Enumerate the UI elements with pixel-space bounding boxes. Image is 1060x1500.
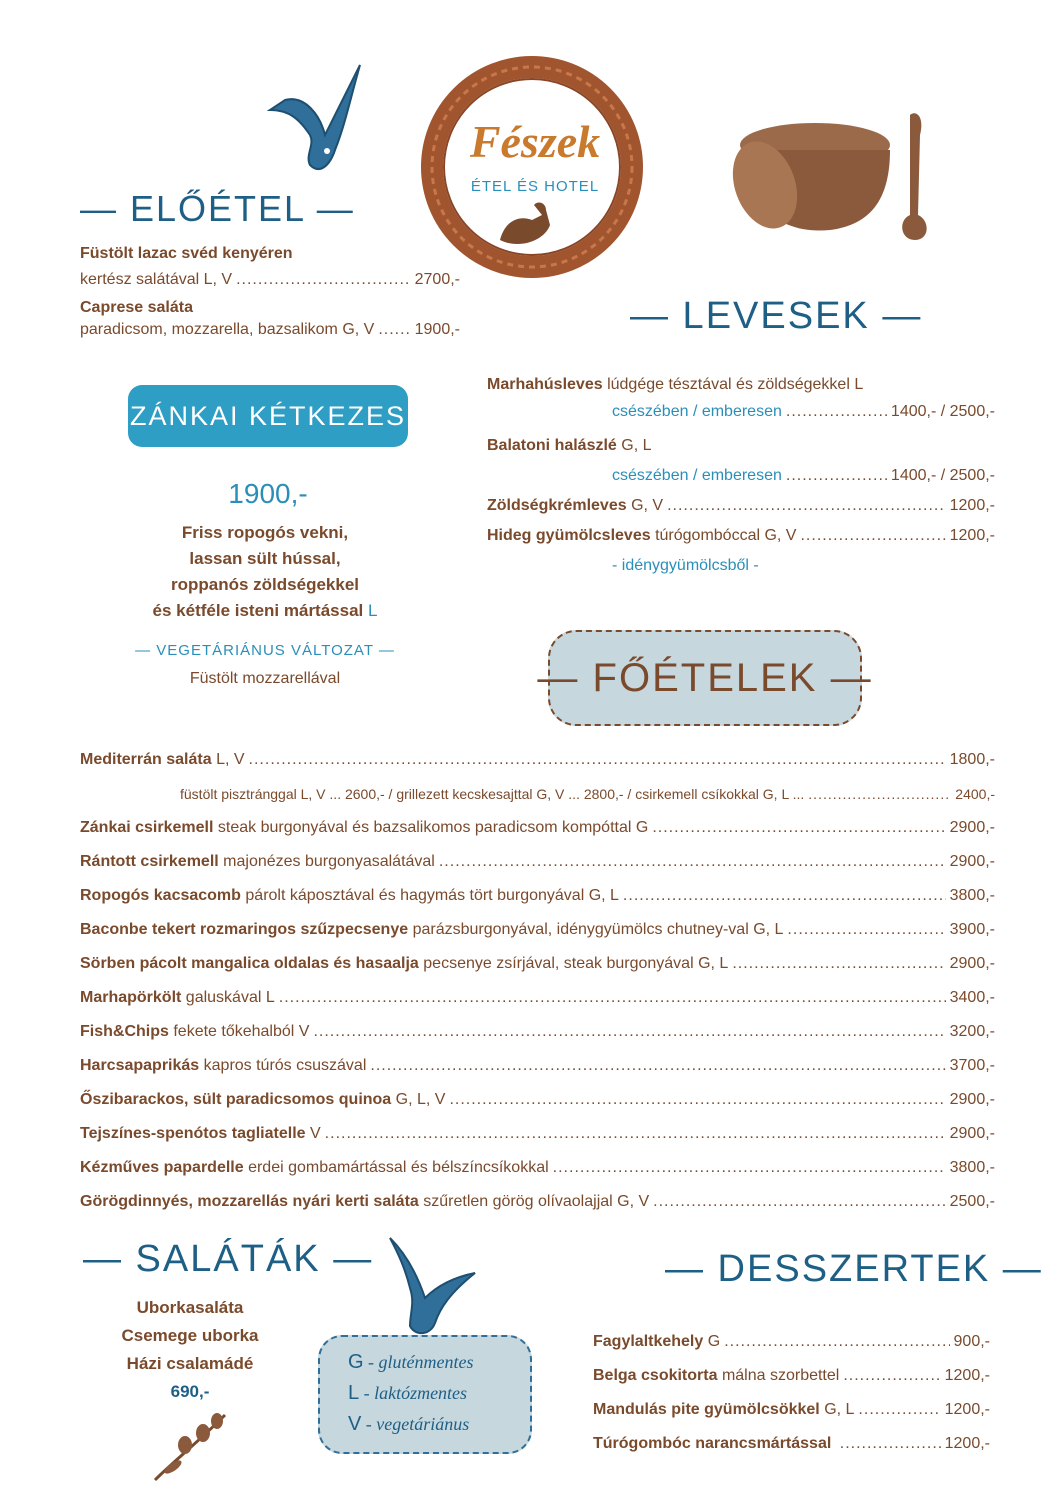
item-price: 2900,- — [949, 955, 995, 972]
item-desc: pecsenye zsírjával, steak burgonyával G, L — [423, 955, 729, 972]
logo — [420, 55, 645, 280]
legend-row — [348, 1382, 467, 1405]
menu-item — [80, 1090, 995, 1110]
item-desc: G — [707, 1333, 721, 1350]
item-desc: G, L, V — [395, 1091, 446, 1108]
menu-item — [80, 1056, 995, 1076]
item-name: Belga csokitorta — [593, 1367, 718, 1384]
item-name: Zánkai csirkemell — [80, 819, 214, 836]
soup-item — [487, 375, 863, 395]
item-name: Fish&Chips — [80, 1023, 169, 1040]
item-name: Marhapörkölt — [80, 989, 182, 1006]
swallow-icon — [265, 55, 375, 175]
olive-branch-icon — [145, 1405, 235, 1485]
legend-row — [348, 1351, 473, 1374]
item-desc: kertész salátával L, V — [80, 271, 233, 288]
item-price: 1800,- — [949, 751, 995, 768]
item-desc: túrógombóccal G, V — [655, 527, 797, 544]
legend-label: - vegetáriánus — [365, 1414, 470, 1434]
foetelek-heading: — FŐÉTELEK — — [537, 655, 873, 700]
item-name: Hideg gyümölcsleves — [487, 527, 651, 544]
item-name: Őszibarackos, sült paradicsomos quinoa — [80, 1091, 392, 1108]
item-price: 1900,- — [414, 321, 460, 338]
item-price: 2400,- — [955, 786, 995, 802]
legend-key: V — [348, 1413, 362, 1435]
item-desc: L, V — [216, 751, 245, 768]
menu-item — [80, 954, 995, 974]
menu-item — [80, 920, 995, 940]
foetelek-plaque — [537, 630, 873, 726]
dessert-item — [593, 1400, 990, 1420]
item-name: Harcsapaprikás — [80, 1057, 200, 1074]
menu-item — [80, 852, 995, 872]
desszertek-heading: — DESSZERTEK — — [665, 1248, 1043, 1290]
legend-plaque — [318, 1335, 532, 1454]
item-desc: füstölt pisztránggal L, V ... 2600,- / grillezett kecskesajttal G, V ... 2800,- / csirkemell csíkokkal G, L ... — [180, 786, 805, 802]
item-price: 3800,- — [949, 1159, 995, 1176]
salad-item: Házi csalamádé — [126, 1354, 254, 1373]
item-name: Görögdinnyés, mozzarellás nyári kerti saláta — [80, 1193, 419, 1210]
item-price: 1400,- / 2500,- — [890, 403, 995, 420]
item-name: Zöldségkrémleves — [487, 497, 627, 514]
item-name: Marhahúsleves — [487, 376, 603, 393]
zankai-heading: — ZÁNKAI KÉTKEZES — — [91, 400, 445, 431]
item-price: 2900,- — [949, 819, 995, 836]
item-desc: majonézes burgonyasalátával — [223, 853, 435, 870]
swallow-icon — [380, 1228, 480, 1338]
dessert-item — [593, 1434, 990, 1454]
item-name: Rántott csirkemell — [80, 853, 219, 870]
dessert-item — [593, 1332, 990, 1352]
zankai-line: Friss ropogós vekni, — [181, 523, 349, 542]
zankai-description — [110, 520, 420, 624]
zankai-line: és kétféle isteni mártással — [152, 601, 364, 620]
pot-icon — [720, 105, 950, 245]
item-desc: erdei gombamártással és bélszíncsíkokkal — [248, 1159, 549, 1176]
item-desc: párolt káposztával és hagymás tört burgonyával G, L — [245, 887, 619, 904]
soup-item — [487, 436, 652, 456]
item-desc: kapros túrós csuszával — [203, 1057, 367, 1074]
menu-item — [80, 1022, 995, 1042]
soup-item — [487, 496, 995, 516]
item-desc: lúdgége tésztával és zöldségekkel L — [607, 376, 864, 393]
salad-item: Csemege uborka — [121, 1326, 259, 1345]
salad-item: Uborkasaláta — [136, 1298, 244, 1317]
item-price: 2900,- — [949, 1125, 995, 1142]
menu-item — [80, 1192, 995, 1212]
item-name: Mandulás pite gyümölcsökkel — [593, 1401, 820, 1418]
zankai-line: lassan sült hússal, — [189, 549, 341, 568]
item-sub: csészében / emberesen — [612, 403, 782, 420]
item-price: 3200,- — [949, 1023, 995, 1040]
soup-item — [487, 526, 995, 546]
item-sub: csészében / emberesen — [612, 467, 782, 484]
legend-row — [348, 1413, 469, 1436]
item-desc: G, V — [631, 497, 664, 514]
eloetel-heading: — ELŐÉTEL — — [80, 188, 355, 229]
item-desc: szűretlen görög olívaolajjal G, V — [423, 1193, 650, 1210]
eloetel-item-name: Füstölt lazac svéd kenyéren — [80, 245, 293, 262]
vega-heading: — VEGETÁRIÁNUS VÁLTOZAT — — [135, 642, 395, 659]
soup-note: - idénygyümölcsből - — [612, 557, 759, 574]
eloetel-item — [80, 270, 460, 290]
item-price: 2900,- — [949, 853, 995, 870]
item-desc: fekete tőkehalból V — [173, 1023, 310, 1040]
item-name: Kézműves papardelle — [80, 1159, 244, 1176]
levesek-heading: — LEVESEK — — [630, 295, 923, 337]
zankai-banner — [91, 385, 445, 447]
item-desc: steak burgonyával és bazsalikomos paradicsom kompóttal G — [217, 819, 649, 836]
item-name: Túrógombóc narancsmártással — [593, 1435, 832, 1452]
brand-tagline: ÉTEL ÉS HOTEL — [470, 178, 600, 195]
item-desc: paradicsom, mozzarella, bazsalikom G, V — [80, 321, 375, 338]
item-name: Tejszínes-spenótos tagliatelle — [80, 1125, 306, 1142]
menu-item — [80, 1124, 995, 1144]
item-name: Balatoni halászlé — [487, 437, 617, 454]
menu-item — [80, 886, 995, 906]
brand-name: Fészek — [469, 116, 601, 167]
item-price: 2700,- — [414, 271, 460, 288]
item-desc: G, L — [824, 1401, 855, 1418]
item-price: 900,- — [953, 1333, 990, 1350]
item-desc: V — [310, 1125, 321, 1142]
legend-key: L — [348, 1382, 360, 1404]
vega-text: Füstölt mozzarellával — [189, 670, 341, 687]
item-price: 1200,- — [944, 1367, 990, 1384]
salatak-heading: — SALÁTÁK — — [83, 1238, 374, 1280]
legend-label: - gluténmentes — [368, 1352, 474, 1372]
item-price: 1200,- — [949, 527, 995, 544]
soup-sub — [612, 402, 995, 422]
menu-item — [80, 750, 995, 770]
item-price: 2900,- — [949, 1091, 995, 1108]
menu-item — [80, 988, 995, 1008]
item-price: 2500,- — [949, 1193, 995, 1210]
zankai-price: 1900,- — [228, 478, 308, 509]
eloetel-item-name: Caprese saláta — [80, 299, 193, 316]
zankai-line: roppanós zöldségekkel — [171, 575, 359, 594]
legend-label: - laktózmentes — [363, 1383, 468, 1403]
item-name: Sörben pácolt mangalica oldalas és hasaalja — [80, 955, 419, 972]
dessert-item — [593, 1366, 990, 1386]
salatak-list — [95, 1294, 285, 1406]
zankai-tag: L — [368, 601, 378, 620]
item-price: 3900,- — [949, 921, 995, 938]
item-name: Fagylaltkehely — [593, 1333, 704, 1350]
menu-item — [180, 784, 995, 804]
salad-price: 690,- — [170, 1382, 210, 1401]
item-desc: parázsburgonyával, idénygyümölcs chutney-val G, L — [412, 921, 784, 938]
item-price: 1400,- / 2500,- — [890, 467, 995, 484]
item-name: Mediterrán saláta — [80, 751, 212, 768]
eloetel-item — [80, 320, 460, 340]
menu-item — [80, 818, 995, 838]
item-name: Baconbe tekert rozmaringos szűzpecsenye — [80, 921, 409, 938]
soup-sub — [612, 466, 995, 486]
item-price: 3400,- — [949, 989, 995, 1006]
item-desc: málna szorbettel — [721, 1367, 840, 1384]
item-price: 1200,- — [944, 1435, 990, 1452]
item-desc: G, L — [621, 437, 652, 454]
legend-key: G — [348, 1351, 364, 1373]
item-desc: galuskával L — [185, 989, 275, 1006]
item-price: 1200,- — [944, 1401, 990, 1418]
item-price: 3800,- — [949, 887, 995, 904]
menu-item — [80, 1158, 995, 1178]
item-price: 1200,- — [949, 497, 995, 514]
item-price: 3700,- — [949, 1057, 995, 1074]
item-name: Ropogós kacsacomb — [80, 887, 241, 904]
